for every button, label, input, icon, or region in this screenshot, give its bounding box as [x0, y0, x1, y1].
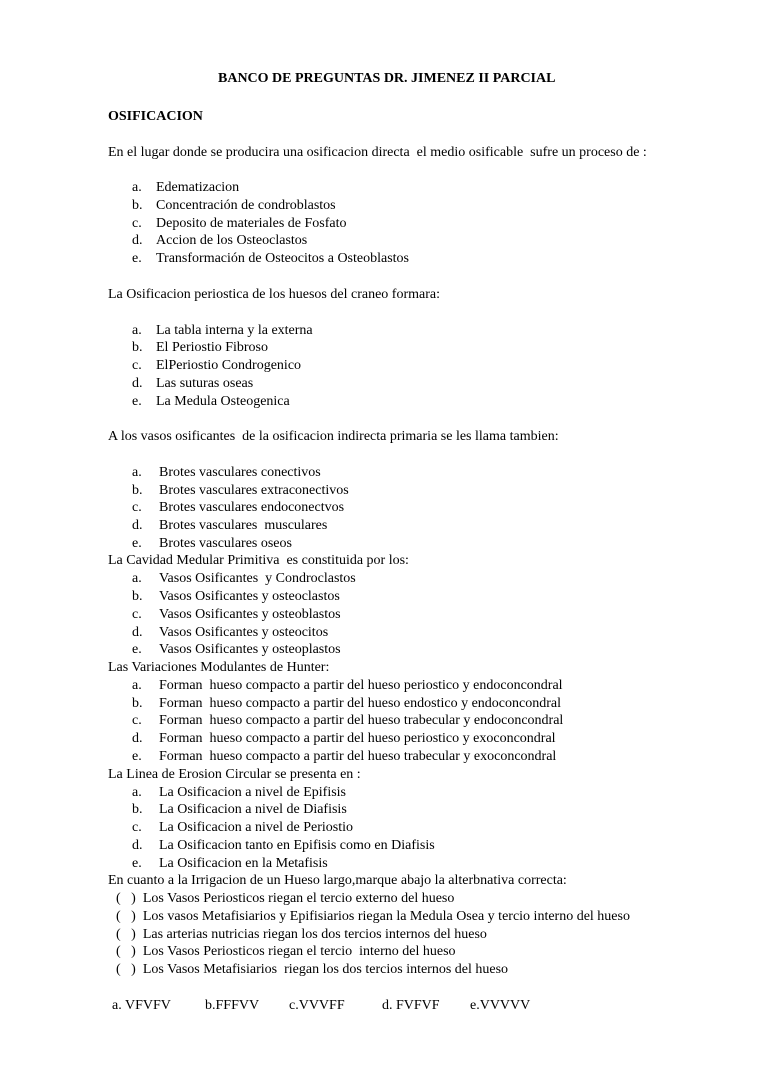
section-title: OSIFICACION [108, 109, 203, 124]
option-letter: e. [132, 394, 142, 409]
option-letter: e. [132, 856, 142, 871]
option-text: Brotes vasculares conectivos [159, 465, 321, 480]
option-letter: c. [132, 713, 142, 728]
option-text: Vasos Osificantes y osteocitos [159, 625, 329, 640]
option-letter: a. [132, 785, 142, 800]
option-letter: d. [132, 731, 143, 746]
option-text: Brotes vasculares endoconectvos [159, 500, 345, 515]
answer-choice: d. FVFVF [382, 998, 440, 1013]
option-text: Forman hueso compacto a partir del hueso periostico y endoconcondral [159, 678, 563, 693]
option-text: Vasos Osificantes y Condroclastos [159, 571, 356, 586]
option-letter: b. [132, 589, 143, 604]
option-text: Brotes vasculares oseos [159, 536, 292, 551]
option-text: Concentración de condroblastos [156, 198, 336, 213]
answer-choice: c.VVVFF [289, 998, 345, 1013]
option-letter: e. [132, 749, 142, 764]
option-letter: a. [132, 323, 142, 338]
question-4-text: La Cavidad Medular Primitiva es constituida por los: [108, 553, 409, 568]
question-6-text: La Linea de Erosion Circular se presenta en : [108, 767, 361, 782]
option-text: Transformación de Osteocitos a Osteoblastos [156, 251, 409, 266]
option-letter: d. [132, 233, 143, 248]
option-letter: b. [132, 340, 143, 355]
answer-choice: a. VFVFV [112, 998, 171, 1013]
option-text: La Osificacion a nivel de Periostio [159, 820, 353, 835]
option-letter: c. [132, 820, 142, 835]
statement-item: ( ) Los Vasos Periosticos riegan el tercio externo del hueso [116, 891, 455, 906]
option-letter: d. [132, 376, 143, 391]
option-text: Deposito de materiales de Fosfato [156, 216, 347, 231]
option-text: La tabla interna y la externa [156, 323, 313, 338]
answer-choice: b.FFFVV [205, 998, 260, 1013]
option-letter: c. [132, 607, 142, 622]
option-letter: b. [132, 696, 143, 711]
option-text: Edematizacion [156, 180, 240, 195]
question-1-text: En el lugar donde se producira una osificacion directa el medio osificable sufre un proceso de : [108, 145, 647, 160]
option-text: Vasos Osificantes y osteoclastos [159, 589, 340, 604]
option-text: El Periostio Fibroso [156, 340, 269, 355]
option-text: Accion de los Osteoclastos [156, 233, 308, 248]
answer-choice: e.VVVVV [470, 998, 531, 1013]
statement-item: ( ) Los Vasos Periosticos riegan el tercio interno del hueso [116, 944, 456, 959]
statement-item: ( ) Las arterias nutricias riegan los dos tercios internos del hueso [116, 927, 487, 942]
option-text: Forman hueso compacto a partir del hueso trabecular y endoconcondral [159, 713, 564, 728]
option-text: La Osificacion a nivel de Epifisis [159, 785, 346, 800]
option-letter: b. [132, 483, 143, 498]
question-2-text: La Osificacion periostica de los huesos del craneo formara: [108, 287, 440, 302]
option-text: La Osificacion tanto en Epifisis como en Diafisis [159, 838, 435, 853]
option-letter: e. [132, 642, 142, 657]
option-text: Forman hueso compacto a partir del hueso endostico y endoconcondral [159, 696, 561, 711]
option-letter: a. [132, 571, 142, 586]
option-text: Brotes vasculares musculares [159, 518, 328, 533]
option-text: La Medula Osteogenica [156, 394, 290, 409]
question-5-text: Las Variaciones Modulantes de Hunter: [108, 660, 330, 675]
option-letter: a. [132, 465, 142, 480]
option-letter: a. [132, 180, 142, 195]
option-letter: e. [132, 536, 142, 551]
option-letter: b. [132, 802, 143, 817]
option-letter: d. [132, 518, 143, 533]
statement-item: ( ) Los vasos Metafisiarios y Epifisiarios riegan la Medula Osea y tercio interno del hueso [116, 909, 630, 924]
option-text: Vasos Osificantes y osteoblastos [159, 607, 341, 622]
option-letter: b. [132, 198, 143, 213]
option-text: ElPeriostio Condrogenico [156, 358, 302, 373]
option-letter: a. [132, 678, 142, 693]
question-3-text: A los vasos osificantes de la osificacion indirecta primaria se les llama tambien: [108, 429, 559, 444]
option-letter: c. [132, 358, 142, 373]
option-letter: e. [132, 251, 142, 266]
option-text: La Osificacion a nivel de Diafisis [159, 802, 347, 817]
option-letter: c. [132, 216, 142, 231]
doc-title: BANCO DE PREGUNTAS DR. JIMENEZ II PARCIAL [218, 71, 556, 86]
option-letter: c. [132, 500, 142, 515]
option-text: Las suturas oseas [156, 376, 254, 391]
question-7-text: En cuanto a la Irrigacion de un Hueso largo,marque abajo la alterbnativa correcta: [108, 873, 567, 888]
option-text: Brotes vasculares extraconectivos [159, 483, 349, 498]
statement-item: ( ) Los Vasos Metafisiarios riegan los dos tercios internos del hueso [116, 962, 509, 977]
option-letter: d. [132, 625, 143, 640]
option-text: Forman hueso compacto a partir del hueso trabecular y exoconcondral [159, 749, 557, 764]
option-text: La Osificacion en la Metafisis [159, 856, 328, 871]
option-text: Forman hueso compacto a partir del hueso periostico y exoconcondral [159, 731, 556, 746]
option-text: Vasos Osificantes y osteoplastos [159, 642, 341, 657]
option-letter: d. [132, 838, 143, 853]
